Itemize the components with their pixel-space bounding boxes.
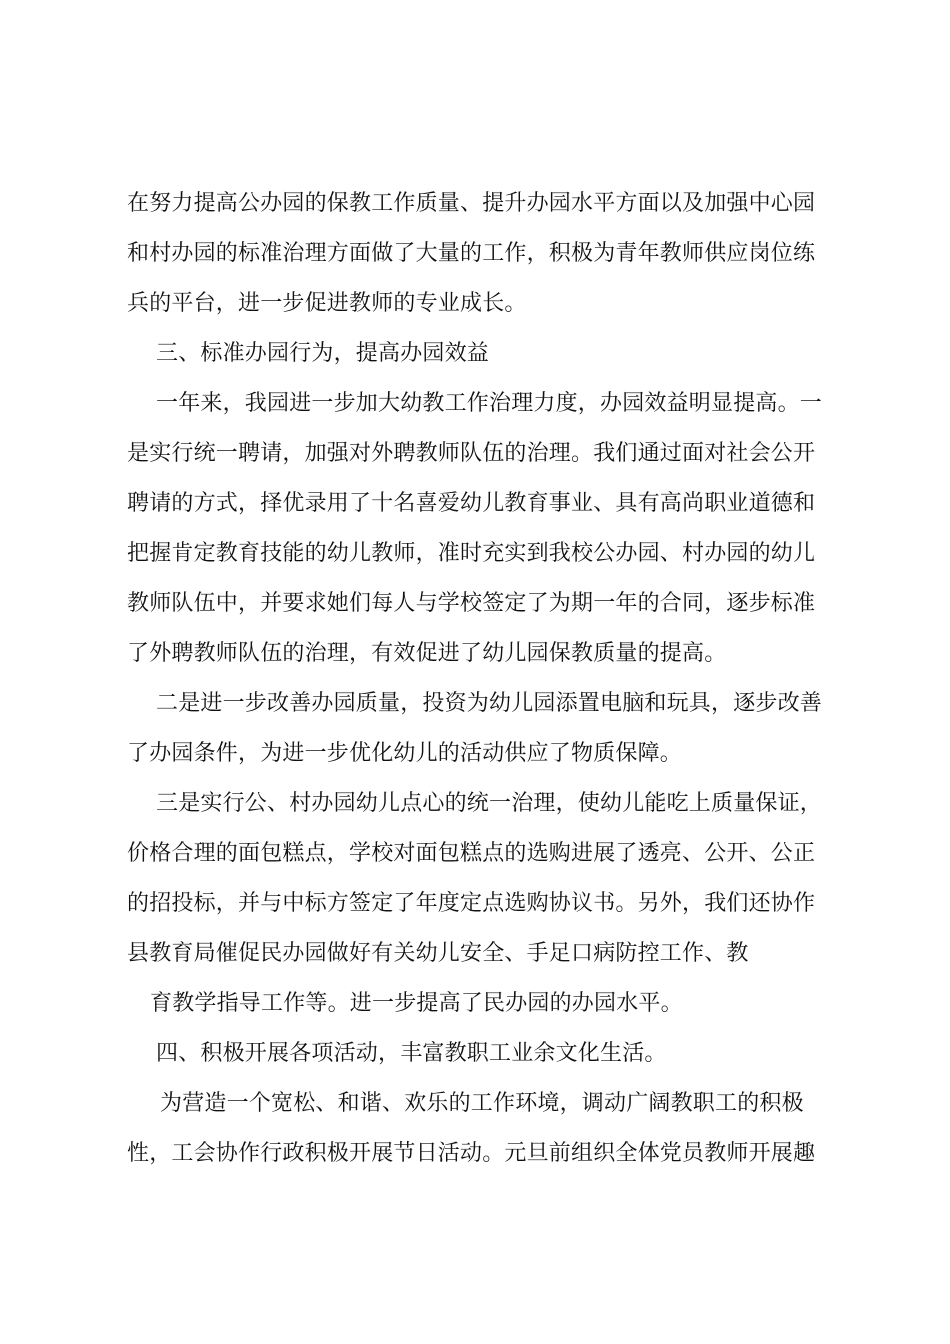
paragraph-line: 的招投标，并与中标方签定了年度定点选购协议书。另外，我们还协作	[127, 891, 816, 916]
paragraph-line: 育教学指导工作等。进一步提高了民办园的办园水平。	[150, 991, 683, 1016]
paragraph-line: 和村办园的标准治理方面做了大量的工作，积极为青年教师供应岗位练	[127, 241, 816, 266]
section-heading: 三、标准办园行为，提高办园效益	[156, 341, 490, 366]
paragraph-line: 是实行统一聘请，加强对外聘教师队伍的治理。我们通过面对社会公开	[127, 441, 816, 466]
section-heading: 四、积极开展各项活动，丰富教职工业余文化生活。	[156, 1041, 667, 1066]
paragraph-line: 三是实行公、村办园幼儿点心的统一治理，使幼儿能吃上质量保证，	[156, 791, 823, 816]
paragraph-line: 兵的平台，进一步促进教师的专业成长。	[127, 291, 527, 316]
paragraph-line: 二是进一步改善办园质量，投资为幼儿园添置电脑和玩具，逐步改善	[156, 691, 823, 716]
paragraph-line: 把握肯定教育技能的幼儿教师，准时充实到我校公办园、村办园的幼儿	[127, 541, 816, 566]
paragraph-line: 价格合理的面包糕点，学校对面包糕点的选购进展了透亮、公开、公正	[127, 841, 816, 866]
paragraph-line: 教师队伍中，并要求她们每人与学校签定了为期一年的合同，逐步标准	[127, 591, 816, 616]
paragraph-line: 聘请的方式，择优录用了十名喜爱幼儿教育事业、具有高尚职业道德和	[127, 491, 816, 516]
paragraph-line: 一年来，我园进一步加大幼教工作治理力度，办园效益明显提高。一	[156, 391, 823, 416]
paragraph-line: 县教育局催促民办园做好有关幼儿安全、手足口病防控工作、教	[127, 941, 749, 966]
paragraph-line: 了办园条件，为进一步优化幼儿的活动供应了物质保障。	[127, 741, 683, 766]
paragraph-line: 为营造一个宽松、和谐、欢乐的工作环境，调动广阔教职工的积极	[160, 1091, 804, 1116]
paragraph-line: 性，工会协作行政积极开展节日活动。元旦前组织全体党员教师开展趣	[127, 1141, 816, 1166]
paragraph-line: 在努力提高公办园的保教工作质量、提升办园水平方面以及加强中心园	[127, 191, 816, 216]
paragraph-line: 了外聘教师队伍的治理，有效促进了幼儿园保教质量的提高。	[127, 641, 727, 666]
